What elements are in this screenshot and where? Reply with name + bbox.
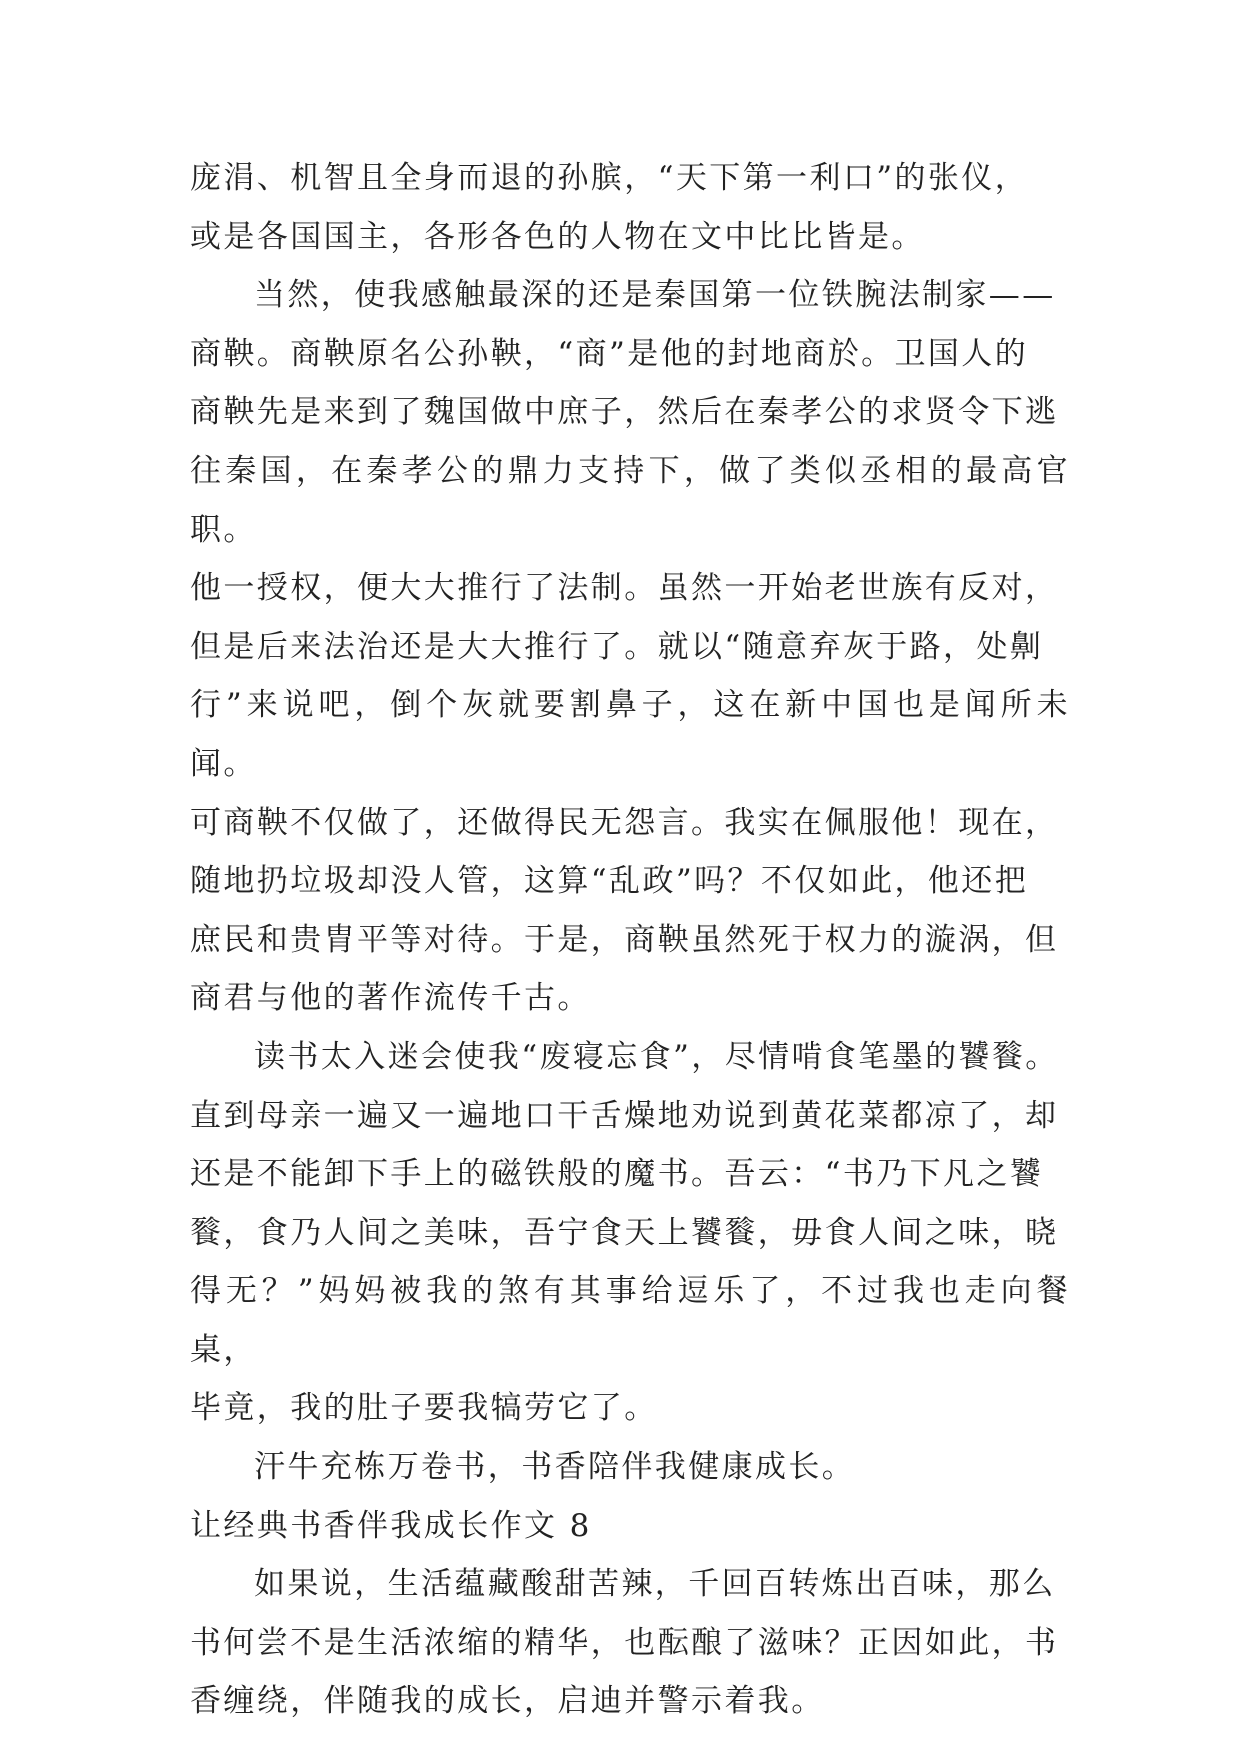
paragraph-4 [190, 1438, 1070, 1497]
paragraph-1 [190, 149, 1070, 266]
text-line: 如果说，生活蕴藏酸甜苦辣，千回百转炼出百味，那么 [254, 1566, 1056, 1603]
text-line: 他一授权，便大大推行了法制。虽然一开始老世族有反对， [190, 570, 1059, 607]
text-line: 还是不能卸下手上的磁铁般的魔书。吾云：“书乃下凡之饕 [190, 1156, 1044, 1193]
text-line: 庞涓、机智且全身而退的孙膑，“天下第一利口”的张仪， [190, 160, 1029, 196]
text-line: 直到母亲一遍又一遍地口干舌燥地劝说到黄花菜都凉了，却 [190, 1097, 1059, 1134]
section-title: 让经典书香伴我成长作文 8 [190, 1507, 592, 1544]
paragraph-2 [190, 266, 1070, 1028]
text-line: 行”来说吧，倒个灰就要割鼻子，这在新中国也是闻所未闻。 [190, 687, 1070, 782]
text-line: 商鞅先是来到了魏国做中庶子，然后在秦孝公的求贤令下逃 [190, 394, 1059, 431]
text-line: 香缠绕，伴随我的成长，启迪并警示着我。 [190, 1683, 825, 1720]
text-line: 可商鞅不仅做了，还做得民无怨言。我实在佩服他！现在， [190, 804, 1059, 841]
text-line: 商君与他的著作流传千古。 [190, 980, 591, 1017]
text-line: 但是后来法治还是大大推行了。就以“随意弃灰于路，处劓 [190, 628, 1044, 665]
text-line: 餮，食乃人间之美味，吾宁食天上饕餮，毋食人间之味，晓 [190, 1214, 1059, 1251]
text-line: 得无？”妈妈被我的煞有其事给逗乐了，不过我也走向餐桌， [190, 1273, 1070, 1368]
text-line: 随地扔垃圾却没人管，这算“乱政”吗？不仅如此，他还把 [190, 863, 1029, 900]
text-line: 商鞅。商鞅原名公孙鞅，“商”是他的封地商於。卫国人的 [190, 335, 1029, 372]
text-line: 汗牛充栋万卷书，书香陪伴我健康成长。 [254, 1449, 856, 1486]
text-line: 往秦国，在秦孝公的鼎力支持下，做了类似丞相的最高官职。 [190, 452, 1070, 548]
text-line: 庶民和贵胄平等对待。于是，商鞅虽然死于权力的漩涡，但 [190, 921, 1059, 958]
text-line: 当然，使我感触最深的还是秦国第一位铁腕法制家—— [254, 277, 1056, 314]
text-line: 或是各国国主，各形各色的人物在文中比比皆是。 [190, 218, 925, 255]
text-line: 书何尝不是生活浓缩的精华，也酝酿了滋味？正因如此，书 [190, 1624, 1059, 1661]
document-body [190, 149, 1070, 1731]
text-line: 毕竟，我的肚子要我犒劳它了。 [190, 1390, 658, 1427]
paragraph-5 [190, 1555, 1070, 1731]
paragraph-3 [190, 1028, 1070, 1438]
text-line: 读书太入迷会使我“废寝忘食”，尽情啃食笔墨的饕餮。 [254, 1038, 1059, 1075]
